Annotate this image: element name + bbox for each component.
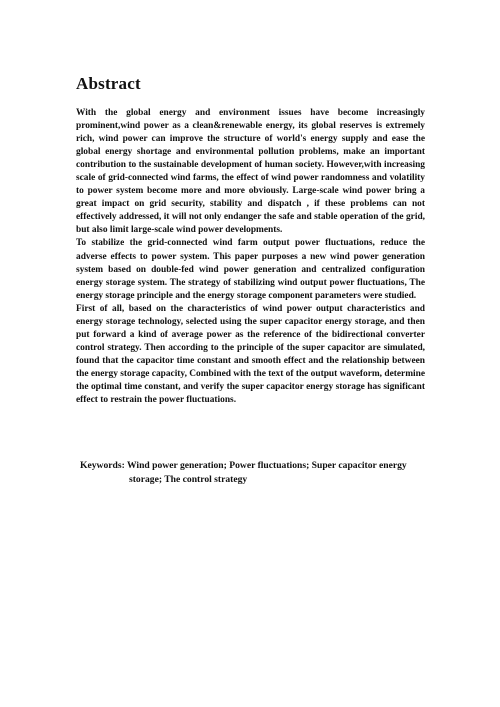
abstract-paragraph-2: To stabilize the grid-connected wind farm output power fluctuations, reduce the adverse effects to power system. This paper purposes a new wind power generation system based on double-fed wind power generation and centralized configuration energy storage system. The strategy of stabilizing wind output power fluctuations, The energy storage principle and the energy storage component parameters were studied. <box>76 238 425 301</box>
keywords-line-2: storage; The control strategy <box>129 474 248 485</box>
keywords-line-1: Keywords: Wind power generation; Power fluctuations; Super capacitor energy <box>80 460 407 471</box>
abstract-body <box>76 107 425 407</box>
abstract-title: Abstract <box>76 74 141 93</box>
keywords-block <box>80 459 435 487</box>
abstract-paragraph-1: With the global energy and environment issues have become increasingly prominent,wind power as a clean&renewable energy, its global reserves is extremely rich, wind power can improve the structure of world's energy supply and ease the global energy shortage and environmental pollution problems, make an important contribution to the sustainable development of human society. However,with increasing scale of grid-connected wind farms, the effect of wind power randomness and volatility to power system become more and more obviously. Large-scale wind power bring a great impact on grid security, stability and dispatch , if these problems can not effectively addressed, it will not only endanger the safe and stable operation of the grid, but also limit large-scale wind power developments. <box>76 108 425 236</box>
abstract-paragraph-3: First of all, based on the characteristics of wind power output characteristics and energy storage technology, selected using the super capacitor energy storage, and then put forward a kind of average power as the reference of the bidirectional converter control strategy. Then according to the principle of the super capacitor are simulated, found that the capacitor time constant and smooth effect and the relationship between the energy storage capacity, Combined with the text of the output waveform, determine the optimal time constant, and verify the super capacitor energy storage has significant effect to restrain the power fluctuations. <box>76 303 425 406</box>
